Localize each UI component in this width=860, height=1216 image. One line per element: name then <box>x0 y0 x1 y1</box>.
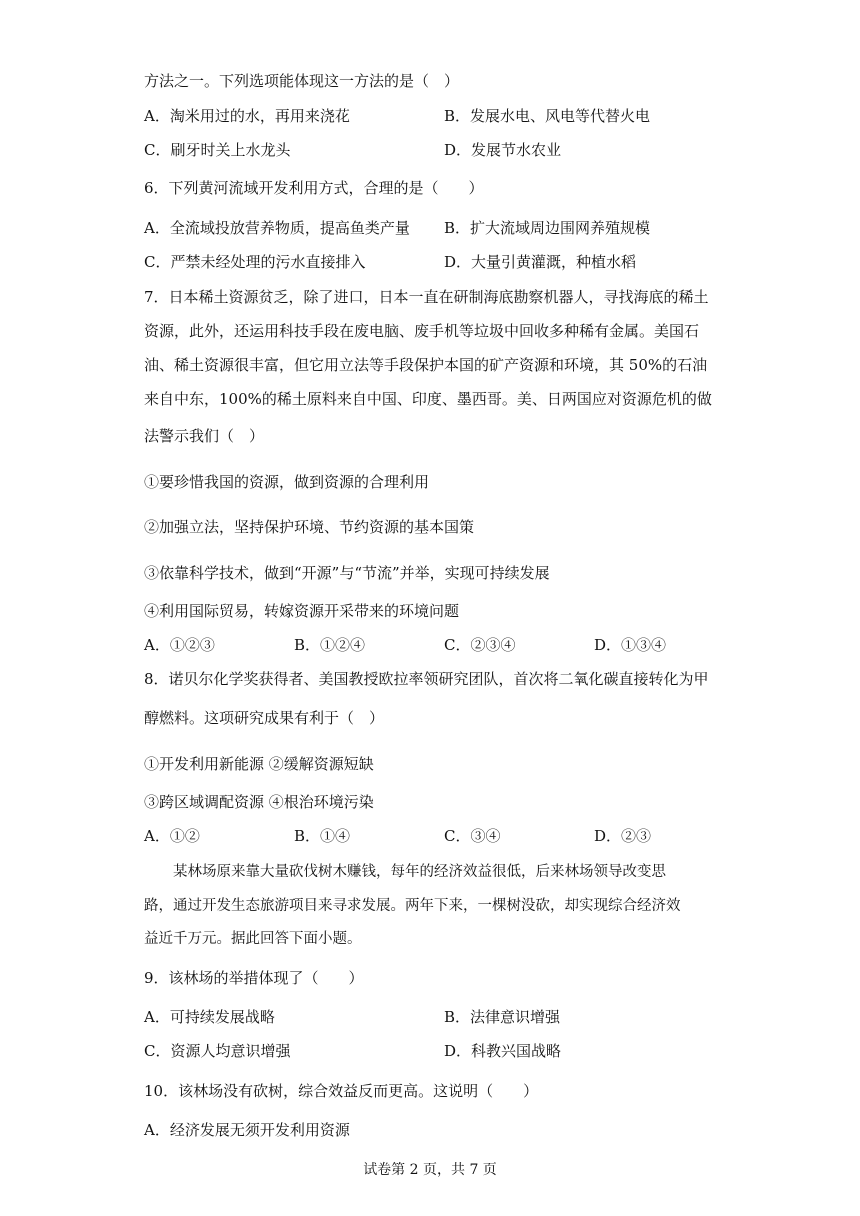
q10-option-a: A．经济发展无须开发利用资源 <box>144 1121 350 1139</box>
q6-option-c: C．严禁未经处理的污水直接排入 <box>144 253 366 271</box>
q9-option-b: B．法律意识增强 <box>444 1008 561 1026</box>
q6-option-d: D．大量引黄灌溉，种植水稻 <box>444 253 637 271</box>
question-5-stem-tail: 方法之一。下列选项能体现这一方法的是（ ） <box>144 72 460 90</box>
question-7-line-3: 油、稀土资源很丰富，但它用立法等手段保护本国的矿产资源和环境，其 50%的石油 <box>144 356 708 374</box>
q6-option-b: B．扩大流域周边围网养殖规模 <box>444 219 651 237</box>
page-footer: 试卷第 2 页，共 7 页 <box>363 1162 497 1178</box>
q8-statement-2: ③跨区域调配资源 ④根治环境污染 <box>144 793 374 811</box>
q5-option-a: A．淘米用过的水，再用来浇花 <box>144 107 350 125</box>
q5-option-b: B．发展水电、风电等代替火电 <box>444 107 651 125</box>
q6-option-a: A．全流域投放营养物质，提高鱼类产量 <box>144 219 410 237</box>
q9-option-d: D．科教兴国战略 <box>444 1042 562 1060</box>
material-passage-line-2: 路，通过开发生态旅游项目来寻求发展。两年下来，一棵树没砍，却实现综合经济效 <box>144 898 681 914</box>
question-7-line-5: 法警示我们（ ） <box>144 427 265 445</box>
q8-option-c: C．③④ <box>444 827 501 845</box>
q8-option-b: B．①④ <box>294 827 351 845</box>
question-9-stem: 9．该林场的举措体现了（ ） <box>144 969 364 987</box>
q8-statement-1: ①开发利用新能源 ②缓解资源短缺 <box>144 755 374 773</box>
q7-statement-1: ①要珍惜我国的资源，做到资源的合理利用 <box>144 473 430 491</box>
q7-statement-4: ④利用国际贸易，转嫁资源开采带来的环境问题 <box>144 602 460 620</box>
question-8-line-1: 8．诺贝尔化学奖获得者、美国教授欧拉率领研究团队，首次将二氧化碳直接转化为甲 <box>144 670 709 688</box>
question-8-line-2: 醇燃料。这项研究成果有利于（ ） <box>144 709 385 727</box>
question-7-line-2: 资源，此外，还运用科技手段在废电脑、废手机等垃圾中回收多种稀有金属。美国石 <box>144 322 700 340</box>
q7-option-d: D．①③④ <box>594 636 667 654</box>
q8-option-d: D．②③ <box>594 827 652 845</box>
question-7-line-4: 来自中东，100%的稀土原料来自中国、印度、墨西哥。美、日两国应对资源危机的做 <box>144 390 712 408</box>
material-passage-line-3: 益近千万元。据此回答下面小题。 <box>144 931 362 947</box>
question-10-stem: 10．该林场没有砍树，综合效益反而更高。这说明（ ） <box>144 1082 539 1100</box>
q5-option-d: D．发展节水农业 <box>444 141 562 159</box>
q7-statement-3: ③依靠科学技术，做到“开源”与“节流”并举，实现可持续发展 <box>144 564 550 582</box>
q7-option-c: C．②③④ <box>444 636 516 654</box>
q8-option-a: A．①② <box>144 827 200 845</box>
question-7-line-1: 7．日本稀土资源贫乏，除了进口，日本一直在研制海底勘察机器人，寻找海底的稀土 <box>144 288 709 306</box>
q9-option-a: A．可持续发展战略 <box>144 1008 275 1026</box>
question-6-stem: 6．下列黄河流域开发利用方式，合理的是（ ） <box>144 179 484 197</box>
q7-option-a: A．①②③ <box>144 636 215 654</box>
q7-statement-2: ②加强立法，坚持保护环境、节约资源的基本国策 <box>144 518 475 536</box>
q5-option-c: C．刷牙时关上水龙头 <box>144 141 291 159</box>
q7-option-b: B．①②④ <box>294 636 366 654</box>
q9-option-c: C．资源人均意识增强 <box>144 1042 291 1060</box>
material-passage-line-1: 某林场原来靠大量砍伐树木赚钱，每年的经济效益很低，后来林场领导改变思 <box>144 864 666 880</box>
